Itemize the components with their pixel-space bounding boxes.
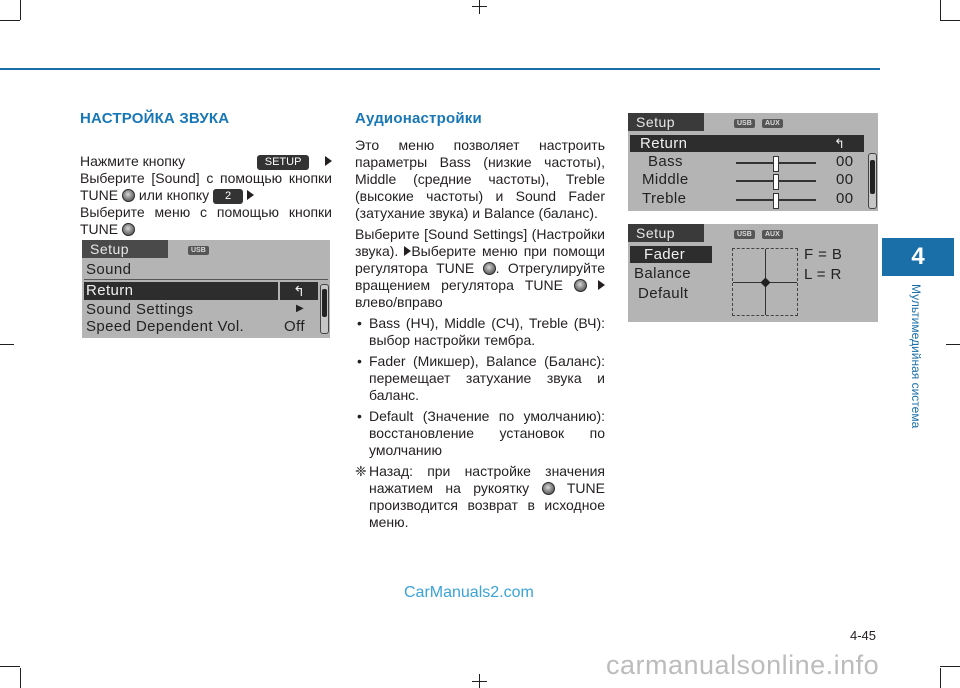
setup-button-glyph: SETUP [257,155,310,170]
header-rule [0,68,880,70]
middle-slider[interactable] [736,180,816,182]
chapter-tab [882,238,954,276]
bass-slider-thumb[interactable] [773,156,779,172]
note-mark: ❈ [355,463,367,479]
usb-tag: USB [188,246,209,255]
treble-slider[interactable] [736,199,816,201]
bass-value: 00 [836,153,854,170]
return-icon[interactable]: ↰ [834,136,845,151]
tone-label-treble: Treble [642,190,687,207]
tune-knob-icon [542,482,555,495]
crop-mark [940,668,941,688]
audio-step-adjust: . Отрегулируйте вращением регулятора TUNE [355,260,606,293]
bullet-item: • Bass (НЧ), Middle (СЧ), Treble (ВЧ): выбор настройки тембра. [355,315,605,349]
treble-value: 00 [836,190,854,207]
audio-step-direction: влево/вправо [355,294,443,310]
divider [84,279,328,280]
usb-tag: USB [734,230,755,239]
bass-slider[interactable] [736,162,816,164]
menu-header: Sound [86,261,132,278]
crop-mark [20,668,21,688]
fader-balance-screen [628,224,878,322]
tune-knob-icon [574,279,587,292]
crop-mark [946,344,960,345]
return-icon[interactable]: ↰ [280,282,318,300]
scrollbar-thumb[interactable] [870,160,875,194]
play-arrow-icon [247,190,254,200]
balance-point-marker[interactable] [761,278,771,288]
menu-item-fader[interactable]: Fader [630,246,712,263]
bullet-item: • Fader (Микшер), Balance (Баланс): перемещает затухание звука и баланс. [355,353,605,404]
middle-slider-thumb[interactable] [773,174,779,190]
tone-label-bass: Bass [648,153,683,170]
scrollbar[interactable] [320,284,329,334]
crop-mark [472,681,487,682]
crop-mark [20,0,21,20]
audio-settings-text [355,137,605,531]
fader-balance-grid[interactable] [732,248,798,316]
instructions-text [80,153,332,238]
crop-mark [940,666,960,667]
treble-slider-thumb[interactable] [773,193,779,209]
audio-intro: Это меню позволяет настроить параметры Bass (низкие частоты), Middle (средние частоты), Treble (высокие частоты) и Sound Fader (затухание звука) и Balance (баланс). [355,137,605,221]
note-paragraph [355,463,605,531]
middle-value: 00 [836,171,854,188]
balance-readout: L = R [804,266,842,283]
scrollbar[interactable] [868,153,877,209]
number-button-glyph: 2 [213,189,243,204]
crop-mark [0,20,20,21]
audio-step-select: Выберите [Sound Settings] (Настройки звука). [355,226,605,259]
audio-settings-title: Аудионастройки [355,110,482,127]
instruction-or-button: или кнопку [138,187,210,203]
chapter-title-vertical [906,284,926,454]
play-arrow-icon [325,156,332,166]
menu-item-sound-settings[interactable]: Sound Settings [86,301,194,318]
tune-knob-icon [122,223,135,236]
crop-mark [0,344,14,345]
chapter-number: 4 [911,243,925,270]
page-number: 4-45 [850,628,877,643]
instruction-select-menu: Выберите меню с помощью кнопки TUNE [80,204,332,237]
screen-title: Setup [82,240,168,258]
crop-mark [479,0,480,14]
crop-mark [0,666,20,667]
instruction-press: Нажмите кнопку [80,153,186,169]
audio-step-menu: Выберите меню при помощи регулятора TUNE [355,243,606,276]
screen-title: Setup [628,224,704,242]
submenu-arrow-icon: ▶ [296,303,304,314]
menu-item-return[interactable]: Return [630,135,864,152]
menu-item-return[interactable]: Return [84,282,278,300]
bullet-item: • Default (Значение по умолчанию): восстановление установок по умолчанию [355,408,605,459]
tone-settings-screen [628,113,878,211]
menu-item-default[interactable]: Default [638,285,689,302]
watermark-text[interactable]: CarManuals2.com [404,584,534,601]
fader-readout: F = B [804,246,843,263]
aux-tag: AUX [762,230,783,239]
aux-tag: AUX [762,119,783,128]
usb-tag: USB [734,119,755,128]
note-text-b: TUNE производится возврат в исходное меню. [369,480,605,530]
menu-item-speed-dependent-vol[interactable]: Speed Dependent Vol. [86,318,245,335]
tune-knob-icon [483,262,496,275]
instruction-select-sound: Выберите [Sound] с помощью кнопки TUNE [80,170,332,203]
footer-watermark: carmanualsonline.info [606,650,880,680]
screen-title: Setup [628,113,704,131]
tune-knob-icon [122,189,135,202]
scrollbar-thumb[interactable] [322,289,327,317]
crop-mark [940,20,960,21]
note-text-a: Назад: при настройке значения нажатием на рукоятку [369,463,605,496]
tone-label-middle: Middle [642,171,689,188]
section-title: НАСТРОЙКА ЗВУКА [80,110,230,127]
chapter-title: Мультимедийная система [909,284,923,429]
menu-item-balance[interactable]: Balance [634,265,692,282]
play-arrow-icon [598,280,605,290]
sound-menu-screen [82,240,330,338]
crop-mark [472,6,487,7]
speed-vol-value: Off [284,318,305,335]
crop-mark [940,0,941,20]
